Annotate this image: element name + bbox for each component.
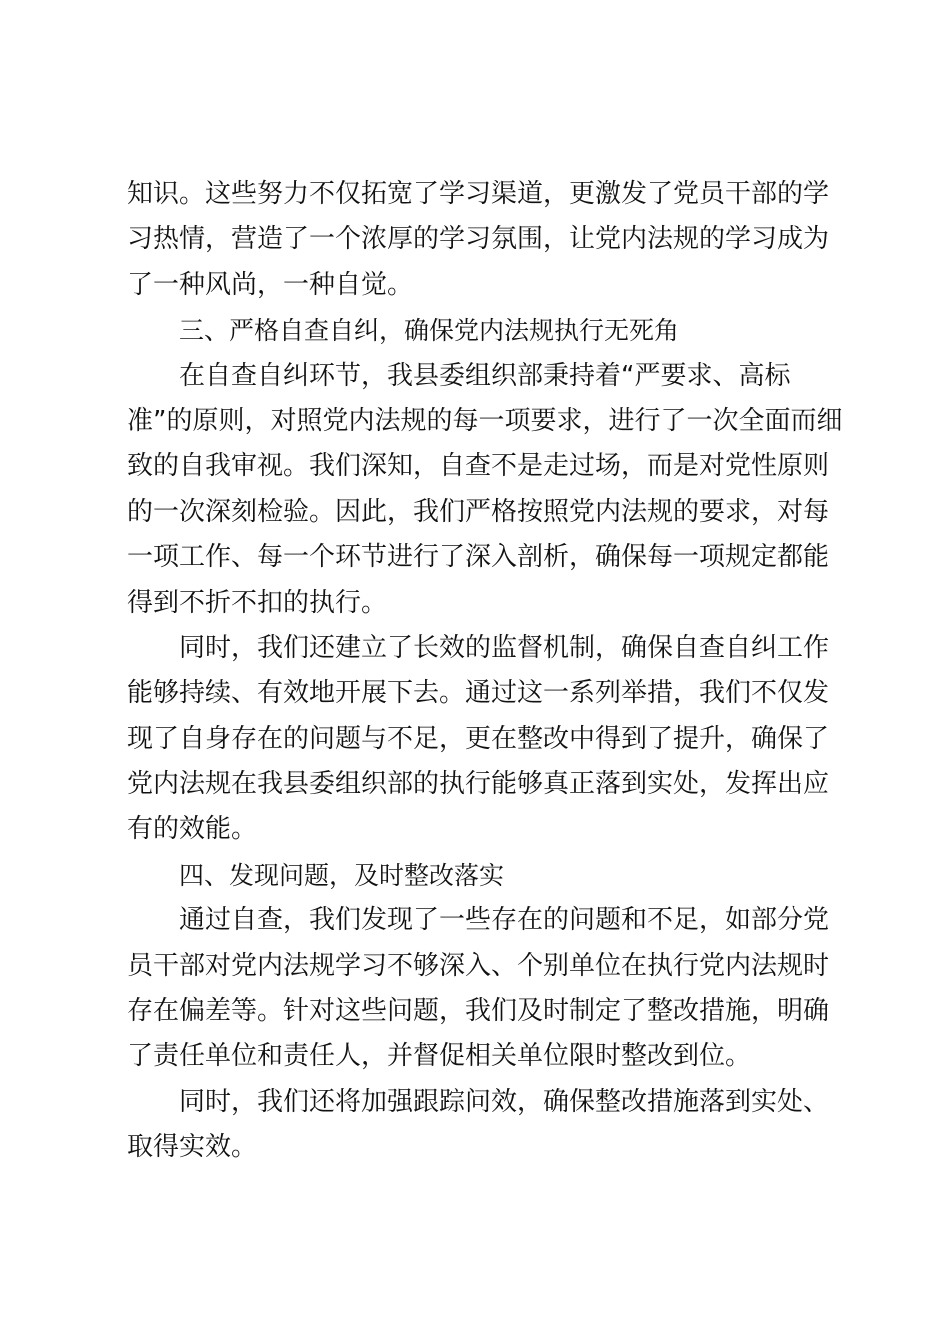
text-line: 习热情，营造了一个浓厚的学习氛围，让党内法规的学习成为 [127, 224, 830, 255]
text-line: 存在偏差等。针对这些问题，我们及时制定了整改措施，明确 [127, 996, 830, 1027]
text-line: 在自查自纠环节，我县委组织部秉持着“严要求、高标 [179, 360, 791, 391]
text-line: 的一次深刻检验。因此，我们严格按照党内法规的要求，对每 [127, 496, 830, 527]
text-line: 同时，我们还建立了长效的监督机制，确保自查自纠工作 [179, 632, 830, 663]
section-heading: 四、发现问题，及时整改落实 [179, 860, 505, 890]
text-line: 有的效能。 [127, 814, 258, 845]
text-line: 现了自身存在的问题与不足，更在整改中得到了提升，确保了 [127, 723, 830, 754]
text-line: 同时，我们还将加强跟踪问效，确保整改措施落到实处、 [179, 1086, 830, 1117]
section-heading: 三、严格自查自纠，确保党内法规执行无死角 [179, 316, 680, 346]
text-line: 能够持续、有效地开展下去。通过这一系列举措，我们不仅发 [127, 678, 830, 709]
text-line: 党内法规在我县委组织部的执行能够真正落到实处，发挥出应 [127, 769, 830, 800]
text-line: 一项工作、每一个环节进行了深入剖析，确保每一项规定都能 [127, 542, 830, 573]
text-line: 准”的原则，对照党内法规的每一项要求，进行了一次全面而细 [127, 405, 843, 436]
text-line: 员干部对党内法规学习不够深入、个别单位在执行党内法规时 [127, 950, 830, 981]
text-line: 取得实效。 [127, 1132, 258, 1163]
text-line: 得到不折不扣的执行。 [127, 587, 388, 618]
text-line: 了一种风尚，一种自觉。 [127, 269, 414, 300]
text-line: 了责任单位和责任人，并督促相关单位限时整改到位。 [127, 1041, 752, 1072]
text-line: 通过自查，我们发现了一些存在的问题和不足，如部分党 [179, 905, 830, 936]
text-line: 知识。这些努力不仅拓宽了学习渠道，更激发了党员干部的学 [127, 179, 830, 209]
document-body [127, 172, 843, 1171]
text-line: 致的自我审视。我们深知，自查不是走过场，而是对党性原则 [127, 451, 830, 482]
